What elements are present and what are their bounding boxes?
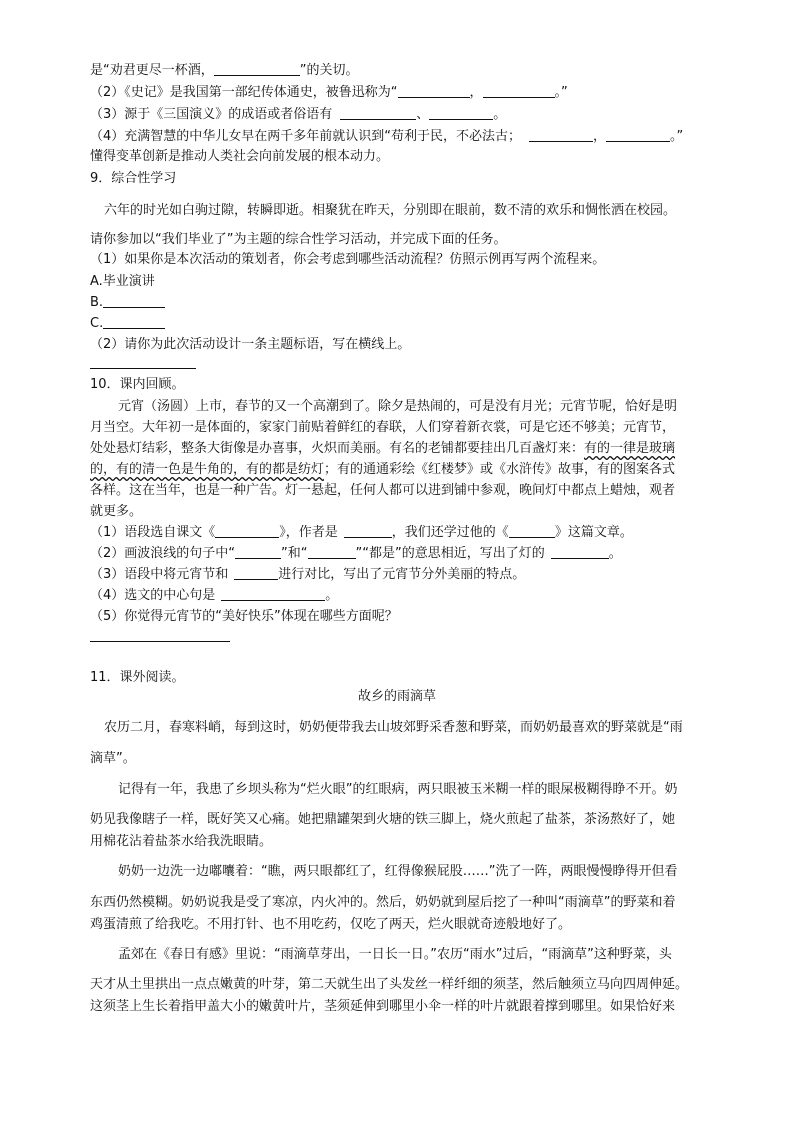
blank[interactable]: [429, 106, 493, 120]
article-para-2-line-2: 奶见我像瞎子一样，既好笑又心痛。她把鼎罐架到火塘的铁三脚上，烧火煎起了盐茶，茶汤熬好了，她: [90, 812, 676, 827]
q10-sub-1: （1）语段选自课文《 》，作者是 ，我们还学过他的《 》这篇文章。: [90, 525, 633, 540]
article-para-2-line-3: 用棉花沾着盐茶水给我洗眼睛。: [90, 834, 273, 849]
q10-sub-5: （5）你觉得元宵节的“美好快乐”体现在哪些方面呢？: [90, 609, 398, 624]
blank[interactable]: [103, 294, 165, 308]
answer-line[interactable]: [90, 368, 196, 369]
q9-task: 请你参加以“我们毕业了”为主题的综合性学习活动，并完成下面的任务。: [90, 232, 507, 247]
article-para-3-line-2: 东西仍然模糊。奶奶说我是受了寒凉，内火冲的。然后，奶奶就到屋后挖了一种叫“雨滴草”的野菜和着: [90, 895, 676, 910]
blank[interactable]: [214, 62, 300, 76]
q9-heading: 9．综合性学习: [90, 171, 177, 186]
article-para-3-line-3: 鸡蛋清煎了给我吃。不用打针、也不用吃药，仅吃了两天，烂火眼就奇迹般地好了。: [90, 917, 572, 932]
wavy-underlined-sentence: 有的一律是玻璃: [584, 441, 676, 456]
q10-sub-2: （2）画波浪线的句子中“ ”和“ ”“都是”的意思相近，写出了灯的 。: [90, 546, 622, 561]
blank[interactable]: [344, 524, 392, 538]
q9-intro: 六年的时光如白驹过隙，转瞬即逝。相聚犹在昨天，分别即在眼前，数不清的欢乐和惆怅洒在校园。: [104, 203, 677, 218]
article-para-2-line-1: 记得有一年，我患了乡坝头称为“烂火眼”的红眼病，两只眼被玉米糊一样的眼屎极糊得睁不开。奶: [118, 782, 678, 797]
q9-option-c: C.: [90, 315, 165, 333]
blank[interactable]: [483, 84, 555, 98]
blank[interactable]: [234, 566, 278, 580]
q11-heading: 11．课外阅读。: [90, 670, 185, 685]
blank[interactable]: [215, 524, 279, 538]
q10-para-line-5: 各样。这在当年，也是一种广告。灯一悬起，任何人都可以进到铺中参观，晚间灯中都点上蜡烛，观者: [90, 483, 676, 498]
blank[interactable]: [103, 315, 165, 329]
answer-line[interactable]: [90, 641, 230, 642]
q9-option-a: A.毕业演讲: [90, 274, 155, 289]
q8-line-5: 懂得变革创新是推动人类社会向前发展的根本动力。: [90, 149, 390, 164]
blank[interactable]: [221, 587, 325, 601]
article-para-4-line-3: 这须茎上生长着指甲盖大小的嫩黄叶片，茎须延伸到哪里小伞一样的叶片就跟着撑到哪里。如果恰好来: [90, 999, 676, 1014]
article-para-3-line-1: 奶奶一边洗一边嘟囔着：“瞧，两只眼都红了，红得像猴屁股……”洗了一阵，两眼慢慢睁得开但看: [118, 864, 678, 879]
q9-sub-2: （2）请你为此次活动设计一条主题标语，写在横线上。: [90, 337, 411, 352]
q10-para-line-6: 就更多。: [90, 504, 143, 519]
q8-line-2: （2）《史记》是我国第一部纪传体通史，被鲁迅称为“ ， 。”: [90, 85, 568, 100]
article-para-1-line-2: 滴草”。: [90, 751, 136, 766]
article-para-4-line-2: 天才从土里拱出一点点嫩黄的叶芽，第二天就生出了头发丝一样纤细的须茎，然后触须立马向四周伸延。: [90, 977, 689, 992]
q10-sub-3: （3）语段中将元宵节和 进行对比，写出了元宵节分外美丽的特点。: [90, 567, 526, 582]
blank[interactable]: [551, 545, 609, 559]
blank[interactable]: [398, 84, 470, 98]
article-title: 故乡的雨滴草: [357, 689, 436, 704]
q10-para-line-1: 元宵（汤圆）上市，春节的又一个高潮到了。除夕是热闹的，可是没有月光；元宵节呢，恰好是明: [118, 399, 678, 414]
q9-sub-1: （1）如果你是本次活动的策划者，你会考虑到哪些活动流程？仿照示例再写两个流程来。: [90, 252, 606, 267]
blank[interactable]: [235, 545, 281, 559]
q10-sub-4: （4）选文的中心句是 。: [90, 588, 339, 603]
q10-para-line-4: 的，有的清一色是牛角的，有的都是纺灯；有的通通彩绘《红楼梦》或《水浒传》故事，有的图案各式: [90, 462, 676, 477]
blank[interactable]: [340, 106, 416, 120]
blank[interactable]: [606, 128, 670, 142]
wavy-underlined-sentence: 的，有的清一色是牛角的，有的都是纺灯: [90, 462, 325, 477]
q8-line-1: 是“劝君更尽一杯酒， ”的关切。: [90, 63, 359, 78]
q8-line-3: （3）源于《三国演义》的成语或者俗语有 、 。: [90, 107, 507, 122]
q9-option-b: B.: [90, 294, 165, 312]
blank[interactable]: [308, 545, 356, 559]
article-para-4-line-1: 孟郊在《春日有感》里说：“雨滴草芽出，一日长一日。”农历“雨水”过后，“雨滴草”这种野菜，头: [118, 947, 672, 962]
blank[interactable]: [529, 128, 593, 142]
article-para-1-line-1: 农历二月，春寒料峭，每到这时，奶奶便带我去山坡郊野采香葱和野菜，而奶奶最喜欢的野菜就是“雨: [104, 720, 683, 735]
q10-para-line-2: 月当空。大年初一是体面的，家家门前贴着鲜红的春联，人们穿着新衣裳，可是它还不够美；元宵节，: [90, 420, 676, 435]
q10-para-line-3: 处处悬灯结彩，整条大街像是办喜事，火炽而美丽。有名的老铺都要挂出几百盏灯来：有的一律是玻璃: [90, 441, 676, 456]
q8-line-4: （4）充满智慧的中华儿女早在两千多年前就认识到“苟利于民，不必法古； ， 。”: [90, 129, 684, 144]
blank[interactable]: [509, 524, 555, 538]
q10-heading: 10．课内回顾。: [90, 377, 185, 392]
